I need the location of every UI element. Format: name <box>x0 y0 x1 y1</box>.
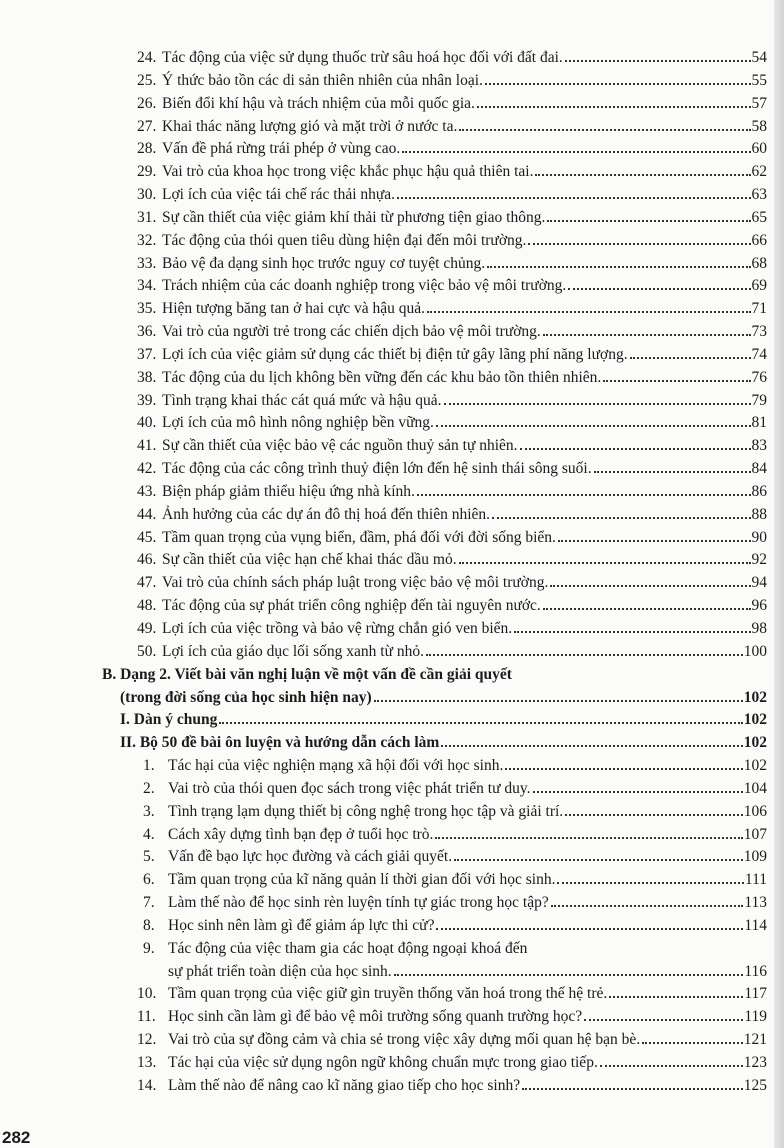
toc-entry[interactable] <box>137 617 767 640</box>
toc-item-title: Lợi ích của việc tái chế rác thải nhựa. <box>162 186 396 204</box>
dot-leader <box>594 471 751 473</box>
section-b-heading[interactable] <box>102 663 767 686</box>
toc-entry[interactable] <box>137 252 767 275</box>
toc-entry[interactable] <box>143 754 767 777</box>
toc-entry[interactable] <box>137 320 767 343</box>
toc-entry[interactable] <box>137 206 767 229</box>
toc-entry[interactable] <box>143 868 767 891</box>
toc-item-page: 106 <box>743 802 767 820</box>
toc-entry[interactable] <box>137 640 767 663</box>
toc-entry[interactable] <box>137 982 767 1005</box>
toc-item-number: 33. <box>137 254 157 272</box>
toc-item-page: 102 <box>743 711 767 729</box>
dot-leader <box>528 243 750 245</box>
toc-item-number: 42. <box>137 460 157 478</box>
toc-item-number: 34. <box>137 277 157 295</box>
toc-item-page: 117 <box>744 985 767 1003</box>
toc-entry[interactable] <box>137 69 767 92</box>
toc-item-number: 8. <box>143 916 155 934</box>
toc-item-number: 12. <box>137 1031 157 1049</box>
dot-leader <box>427 311 750 313</box>
dot-leader <box>520 448 751 450</box>
toc-item-title: II. Bộ 50 đề bài ôn luyện và hướng dẫn cách làm <box>120 734 440 752</box>
toc-item-page: 83 <box>751 437 767 455</box>
toc-item-page: 71 <box>751 300 767 318</box>
toc-item-title: Vấn đề phá rừng trái phép ở vùng cao. <box>162 140 401 158</box>
toc-item-page: 102 <box>743 688 767 706</box>
toc-entry[interactable] <box>137 1074 767 1097</box>
toc-item-page: 66 <box>751 231 767 249</box>
toc-entry[interactable] <box>137 229 767 252</box>
toc-item-title: Vai trò của người trẻ trong các chiến dịch bảo vệ môi trường. <box>162 323 541 341</box>
toc-item-title: Tác động của thói quen tiêu dùng hiện đại đến môi trường. <box>162 231 527 249</box>
toc-item-number: 35. <box>137 300 157 318</box>
toc-item-title: Lợi ích của việc trồng và bảo vệ rừng chắn gió ven biển. <box>162 620 513 637</box>
dot-leader <box>454 859 743 861</box>
toc-item-title: Vai trò của chính sách pháp luật trong việc bảo vệ môi trường. <box>162 574 549 592</box>
section-b-heading-cont[interactable] <box>120 686 767 709</box>
toc-entry[interactable] <box>137 594 767 617</box>
toc-entry[interactable] <box>137 160 767 183</box>
toc-item-number: 28. <box>137 140 157 158</box>
toc-item-number: 14. <box>137 1076 157 1094</box>
toc-entry[interactable] <box>143 823 767 846</box>
toc-item-title: Tác động của việc sử dụng thuốc trừ sâu hoá học đối với đất đai. <box>162 49 563 66</box>
toc-item-title: Vai trò của sự đồng cảm và chia sẻ trong việc xây dựng mối quan hệ bạn bè. <box>168 1031 641 1049</box>
toc-item-page: 74 <box>751 345 767 363</box>
toc-entry[interactable] <box>137 274 767 297</box>
toc-item-page: 90 <box>751 528 767 546</box>
toc-item-page: 116 <box>744 962 767 980</box>
dot-leader <box>444 403 751 405</box>
dot-leader <box>374 700 743 702</box>
toc-item-number: 31. <box>137 208 157 226</box>
dot-leader <box>547 220 750 222</box>
toc-item-page: 54 <box>751 49 767 66</box>
toc-item-number: 50. <box>137 642 157 660</box>
dot-leader <box>565 60 751 62</box>
toc-item-number: 36. <box>137 323 157 341</box>
toc-item-number: 3. <box>143 802 155 820</box>
toc-item-title: Tác động của việc tham gia các hoạt động ngoại khoá đến <box>168 939 528 957</box>
toc-item-page: 57 <box>751 94 767 112</box>
dot-leader <box>436 928 743 930</box>
toc-item-title: Vai trò của khoa học trong việc khắc phục hậu quả thiên tai. <box>162 163 534 181</box>
toc-item-number: 46. <box>137 551 157 569</box>
toc-item-page: 92 <box>751 551 767 569</box>
toc-item-title: Tác hại của việc sử dụng ngôn ngữ không chuẩn mực trong giao tiếp. <box>168 1053 598 1071</box>
toc-item-number: 4. <box>143 825 155 843</box>
dot-leader <box>394 974 744 976</box>
toc-item-title: Ý thức bảo tồn các di sản thiên nhiên của nhân loại. <box>162 71 483 89</box>
toc-item-title: Sự cần thiết của việc hạn chế khai thác dầu mỏ. <box>162 551 457 569</box>
toc-entry[interactable] <box>137 389 767 412</box>
dot-leader <box>565 814 743 816</box>
toc-item-title: Biện pháp giảm thiểu hiệu ứng nhà kính. <box>162 482 415 500</box>
toc-item-page: 73 <box>751 323 767 341</box>
dot-leader <box>609 996 743 998</box>
dot-leader <box>477 106 751 108</box>
dot-leader <box>600 1065 743 1067</box>
toc-item-page: 102 <box>743 757 767 775</box>
toc-entry[interactable] <box>137 503 767 526</box>
toc-item-page: 81 <box>751 414 767 432</box>
dot-leader <box>522 1088 743 1090</box>
toc-item-title: B. Dạng 2. Viết bài văn nghị luận về một vấn đề cần giải quyết <box>102 665 512 683</box>
toc-item-page: 69 <box>751 277 767 295</box>
dot-leader <box>550 585 750 587</box>
toc-item-number: 43. <box>137 482 157 500</box>
dot-leader <box>558 540 751 542</box>
toc-item-number: 13. <box>137 1053 157 1071</box>
toc-item-title: Học sinh nên làm gì để giảm áp lực thi cử? <box>168 916 435 934</box>
toc-item-title: Tác động của sự phát triển công nghiệp đến tài nguyên nước. <box>162 597 541 615</box>
toc-item-page: 119 <box>744 1008 767 1026</box>
dot-leader <box>459 562 751 564</box>
dot-leader <box>584 1019 743 1021</box>
toc-item-title: Tầm quan trọng của vụng biển, đầm, phá đối với đời sống biển. <box>162 528 556 546</box>
page-number: 282 <box>2 1128 31 1147</box>
toc-entry[interactable] <box>137 526 767 549</box>
toc-item-page: 55 <box>751 71 767 89</box>
toc-item-title: (trong đời sống của học sinh hiện nay) <box>120 688 372 706</box>
toc-item-title: Tác hại của việc nghiện mạng xã hội đối với học sinh. <box>168 757 504 775</box>
toc-item-page: 86 <box>751 482 767 500</box>
dot-leader <box>551 905 744 907</box>
dot-leader <box>436 425 751 427</box>
toc-entry[interactable] <box>143 937 767 960</box>
toc-item-number: 44. <box>137 505 157 523</box>
toc-entry[interactable] <box>137 480 767 503</box>
toc-item-title: I. Dàn ý chung <box>120 711 218 729</box>
toc-item-title: Trách nhiệm của các doanh nghiệp trong việc bảo vệ môi trường. <box>162 277 567 295</box>
toc-item-number: 38. <box>137 368 157 386</box>
toc-item-page: 114 <box>744 916 767 934</box>
toc-item-title: Cách xây dựng tình bạn đẹp ở tuổi học trò. <box>168 825 434 843</box>
toc-item-number: 6. <box>143 871 155 889</box>
toc-item-page: 58 <box>751 117 767 135</box>
toc-item-number: 7. <box>143 894 155 912</box>
toc-item-title: Làm thế nào để nâng cao kĩ năng giao tiếp cho học sinh? <box>168 1076 521 1094</box>
toc-entry[interactable] <box>143 914 767 937</box>
toc-item-title: Học sinh cần làm gì để bảo vệ môi trường sống quanh trường học? <box>168 1008 583 1026</box>
toc-entry[interactable] <box>137 1005 767 1028</box>
toc-item-title: Lợi ích của việc giảm sử dụng các thiết bị điện tử gây lãng phí năng lượng. <box>162 345 628 363</box>
part-2-heading[interactable] <box>120 731 767 754</box>
page-edge <box>774 0 784 1148</box>
dot-leader <box>441 745 742 747</box>
dot-leader <box>535 174 750 176</box>
toc-entry[interactable] <box>137 548 767 571</box>
toc-item-title: Lợi ích của giáo dục lối sống xanh từ nhỏ. <box>162 642 424 660</box>
dot-leader <box>485 83 751 85</box>
toc-item-title: Làm thế nào để học sinh rèn luyện tính tự giác trong học tập? <box>168 894 549 912</box>
toc-entry[interactable] <box>137 46 767 69</box>
toc-item-title: Tình trạng khai thác cát quá mức và hậu quả. <box>162 391 442 409</box>
toc-item-title: Tác động của các công trình thuỷ điện lớn đến hệ sinh thái sông suối. <box>162 460 592 478</box>
toc-item-title: Vai trò của thói quen đọc sách trong việc phát triển tư duy. <box>168 779 531 797</box>
dot-leader <box>642 1042 743 1044</box>
toc-item-page: 111 <box>744 871 767 889</box>
toc-item-page: 121 <box>743 1031 767 1049</box>
toc-entry[interactable] <box>143 891 767 914</box>
toc-entry[interactable] <box>143 800 767 823</box>
toc-item-page: 98 <box>751 620 767 637</box>
toc-item-number: 27. <box>137 117 157 135</box>
dot-leader <box>402 151 750 153</box>
dot-leader <box>426 654 743 656</box>
toc-item-number: 9. <box>143 939 155 957</box>
toc-item-page: 113 <box>744 894 767 912</box>
dot-leader <box>543 334 751 336</box>
toc-entry[interactable] <box>137 1028 767 1051</box>
toc-item-title: Tác động của du lịch không bền vững đến các khu bảo tồn thiên nhiên. <box>162 368 602 386</box>
dot-leader <box>533 791 743 793</box>
dot-leader <box>397 197 750 199</box>
toc-item-page: 123 <box>743 1053 767 1071</box>
toc-item-title: Ảnh hưởng của các dự án đô thị hoá đến thiên nhiên. <box>162 505 491 523</box>
dot-leader <box>543 608 751 610</box>
toc-entry[interactable] <box>137 297 767 320</box>
dot-leader <box>459 129 750 131</box>
toc-entry[interactable] <box>137 571 767 594</box>
toc-entry[interactable] <box>137 183 767 206</box>
toc-item-number: 11. <box>137 1008 156 1026</box>
toc-item-number: 1. <box>143 757 155 775</box>
dot-leader <box>492 517 750 519</box>
toc-entry[interactable] <box>137 343 767 366</box>
toc-item-number: 2. <box>143 779 155 797</box>
toc-item-title: Tình trạng lạm dụng thiết bị công nghệ trong học tập và giải trí. <box>168 802 564 820</box>
toc-item-page: 88 <box>751 505 767 523</box>
toc-entry[interactable] <box>137 92 767 115</box>
toc-item-title: Tầm quan trọng của kĩ năng quản lí thời gian đối với học sinh. <box>168 871 556 889</box>
toc-item-number: 10. <box>137 985 157 1003</box>
toc-entry[interactable] <box>137 411 767 434</box>
toc-entry[interactable] <box>137 457 767 480</box>
dot-leader <box>557 882 743 884</box>
toc-item-page: 104 <box>743 779 767 797</box>
toc-item-number: 41. <box>137 437 157 455</box>
dot-leader <box>505 768 742 770</box>
toc-item-page: 65 <box>751 208 767 226</box>
dot-leader <box>568 288 750 290</box>
toc-item-page: 76 <box>751 368 767 386</box>
toc-item-page: 102 <box>743 734 767 752</box>
dot-leader <box>630 357 751 359</box>
dot-leader <box>219 722 742 724</box>
toc-entry[interactable] <box>143 845 767 868</box>
toc-item-number: 40. <box>137 414 157 432</box>
toc-item-number: 32. <box>137 231 157 249</box>
toc-entry-cont[interactable] <box>168 960 767 983</box>
toc-item-page: 84 <box>751 460 767 478</box>
toc-item-title: Vấn đề bạo lực học đường và cách giải quyết. <box>168 848 453 866</box>
toc-item-title: Sự cần thiết của việc bảo vệ các nguồn thuỷ sản tự nhiên. <box>162 437 518 455</box>
toc-item-title: Biến đổi khí hậu và trách nhiệm của mỗi quốc gia. <box>162 94 475 112</box>
toc-item-title: sự phát triển toàn diện của học sinh. <box>168 962 392 980</box>
toc-entry[interactable] <box>137 366 767 389</box>
toc-item-page: 125 <box>743 1076 767 1094</box>
dot-leader <box>487 266 750 268</box>
toc-item-title: Tầm quan trọng của việc giữ gìn truyền thống văn hoá trong thế hệ trẻ. <box>168 985 608 1003</box>
toc-item-number: 45. <box>137 528 157 546</box>
dot-leader <box>435 837 742 839</box>
dot-leader <box>417 494 751 496</box>
toc-item-number: 47. <box>137 574 157 592</box>
toc-item-number: 25. <box>137 71 157 89</box>
toc-item-page: 63 <box>751 186 767 204</box>
toc-item-number: 29. <box>137 163 157 181</box>
toc-entry[interactable] <box>137 137 767 160</box>
toc-item-page: 94 <box>751 574 767 592</box>
dot-leader <box>514 631 750 633</box>
toc-item-page: 60 <box>751 140 767 158</box>
toc-item-number: 48. <box>137 597 157 615</box>
toc-item-title: Khai thác năng lượng gió và mặt trời ở nước ta. <box>162 117 458 135</box>
toc-entry[interactable] <box>137 1051 767 1074</box>
toc-item-page: 100 <box>743 642 767 660</box>
toc-item-number: 37. <box>137 345 157 363</box>
toc-entry[interactable] <box>137 115 767 138</box>
toc-item-page: 79 <box>751 391 767 409</box>
toc-item-page: 107 <box>743 825 767 843</box>
toc-item-page: 96 <box>751 597 767 615</box>
dot-leader <box>603 380 750 382</box>
toc-item-number: 26. <box>137 94 157 112</box>
toc-entry[interactable] <box>137 434 767 457</box>
toc-item-number: 5. <box>143 848 155 866</box>
toc-item-number: 39. <box>137 391 157 409</box>
toc-item-page: 62 <box>751 163 767 181</box>
part-1-heading[interactable] <box>120 708 767 731</box>
toc-item-title: Bảo vệ đa dạng sinh học trước nguy cơ tuyệt chủng. <box>162 254 486 272</box>
toc-item-number: 49. <box>137 620 157 637</box>
toc-item-title: Lợi ích của mô hình nông nghiệp bền vững. <box>162 414 434 432</box>
toc-item-page: 109 <box>743 848 767 866</box>
toc-item-title: Hiện tượng băng tan ở hai cực và hậu quả. <box>162 300 426 318</box>
toc-item-title: Sự cần thiết của việc giảm khí thải từ phương tiện giao thông. <box>162 208 546 226</box>
toc-entry[interactable] <box>143 777 767 800</box>
toc-item-number: 30. <box>137 186 157 204</box>
toc-item-number: 24. <box>137 49 157 66</box>
toc-item-page: 68 <box>751 254 767 272</box>
